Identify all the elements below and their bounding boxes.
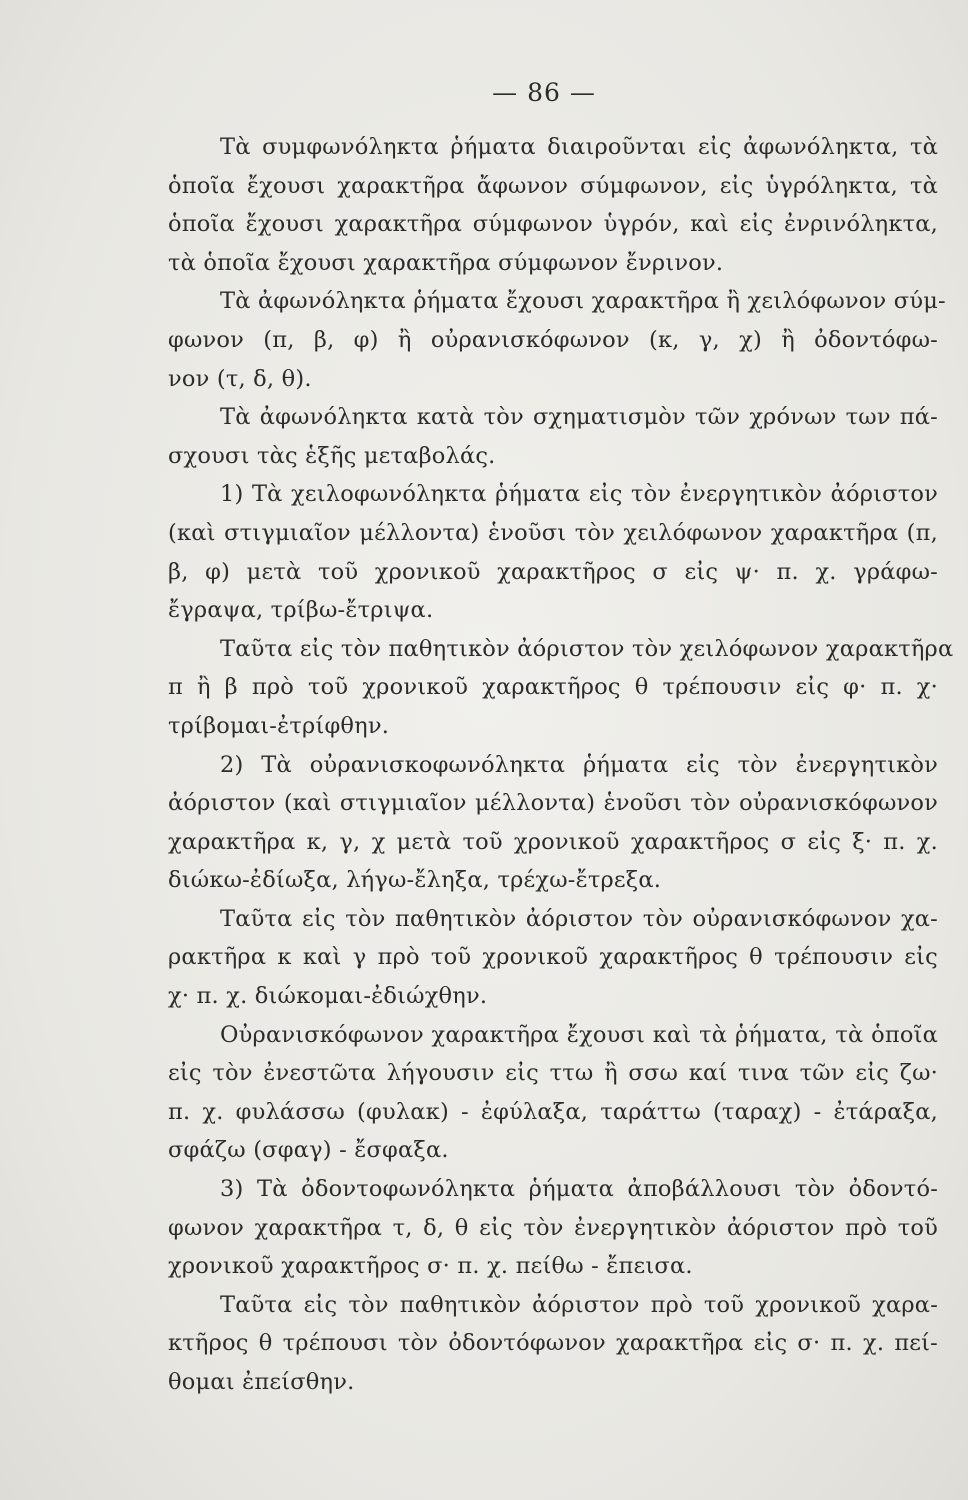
text-line: τὰ ὁποῖα ἔχουσι χαρακτῆρα σύμφωνον ἔνρινον. <box>168 249 724 276</box>
text-line: κτῆρος θ τρέπουσι τὸν ὀδοντόφωνον χαρακτῆρα εἰς σ· π. χ. πεί- <box>168 1330 938 1357</box>
text-line: χρονικοῦ χαρακτῆρος σ· π. χ. πείθω - ἔπεισα. <box>168 1253 693 1280</box>
text-line: Οὐρανισκόφωνον χαρακτῆρα ἔχουσι καὶ τὰ ῥήματα, τὰ ὁποῖα <box>220 1021 938 1048</box>
text-line: σφάζω (σφαγ) - ἔσφαξα. <box>168 1137 449 1164</box>
text-line: 2) Τὰ οὐρανισκοφωνόληκτα ῥήματα εἰς τὸν ἐνεργητικὸν <box>220 751 938 778</box>
text-line: χ· π. χ. διώκομαι-ἐδιώχθην. <box>168 983 488 1010</box>
text-line: ἔγραψα, τρίβω-ἔτριψα. <box>168 597 434 624</box>
text-line: (καὶ στιγμιαῖον μέλλοντα) ἑνοῦσι τὸν χειλόφωνον χαρακτῆρα (π, <box>168 519 938 546</box>
text-line: σχουσι τὰς ἑξῆς μεταβολάς. <box>168 442 496 469</box>
text-line: νον (τ, δ, θ). <box>168 365 312 392</box>
text-line: χαρακτῆρα κ, γ, χ μετὰ τοῦ χρονικοῦ χαρακτῆρος σ εἰς ξ· π. χ. <box>168 828 938 855</box>
text-line: ρακτῆρα κ καὶ γ πρὸ τοῦ χρονικοῦ χαρακτῆρος θ τρέπουσιν εἰς <box>168 944 938 971</box>
page-number: — 86 — <box>492 78 596 107</box>
text-line: Ταῦτα εἰς τὸν παθητικὸν ἀόριστον πρὸ τοῦ χρονικοῦ χαρα- <box>220 1291 938 1318</box>
text-line: φωνον χαρακτῆρα τ, δ, θ εἰς τὸν ἐνεργητικὸν ἀόριστον πρὸ τοῦ <box>168 1214 938 1241</box>
text-line: εἰς τὸν ἐνεστῶτα λήγουσιν εἰς ττω ἢ σσω καί τινα τῶν εἰς ζω· <box>168 1060 938 1087</box>
body-text <box>168 128 954 1402</box>
text-line: ὁποῖα ἔχουσι χαρακτῆρα ἄφωνον σύμφωνον, εἰς ὑγρόληκτα, τὰ <box>168 172 938 199</box>
text-line: ὁποῖα ἔχουσι χαρακτῆρα σύμφωνον ὑγρόν, καὶ εἰς ἐνρινόληκτα, <box>168 211 938 238</box>
text-line: Τὰ ἀφωνόληκτα κατὰ τὸν σχηματισμὸν τῶν χρόνων των πά- <box>220 404 938 431</box>
text-line: Ταῦτα εἰς τὸν παθητικὸν ἀόριστον τὸν οὐρανισκόφωνον χα- <box>220 905 938 932</box>
text-line: π ἢ β πρὸ τοῦ χρονικοῦ χαρακτῆρος θ τρέπουσιν εἰς φ· π. χ· <box>168 674 938 701</box>
text-line: θομαι ἐπείσθην. <box>168 1369 355 1395</box>
text-line: φωνον (π, β, φ) ἢ οὐρανισκόφωνον (κ, γ, χ) ἢ ὀδοντόφω- <box>168 326 938 353</box>
text-line: ἀόριστον (καὶ στιγμιαῖον μέλλοντα) ἑνοῦσι τὸν οὐρανισκόφωνον <box>168 790 938 817</box>
text-line: Τὰ συμφωνόληκτα ῥήματα διαιροῦνται εἰς ἀφωνόληκτα, τὰ <box>220 134 938 160</box>
text-line: Ταῦτα εἰς τὸν παθητικὸν ἀόριστον τὸν χειλόφωνον χαρακτῆρα <box>220 635 954 662</box>
text-line: 3) Τὰ ὀδοντοφωνόληκτα ῥήματα ἀποβάλλουσι τὸν ὀδοντό- <box>220 1176 938 1203</box>
text-line: 1) Τὰ χειλοφωνόληκτα ῥήματα εἰς τὸν ἐνεργητικὸν ἀόριστον <box>220 481 938 508</box>
text-line: π. χ. φυλάσσω (φυλακ) - ἐφύλαξα, ταράττω (ταραχ) - ἐτάραξα, <box>168 1098 938 1125</box>
text-line: Τὰ ἀφωνόληκτα ῥήματα ἔχουσι χαρακτῆρα ἢ χειλόφωνον σύμ- <box>220 288 946 315</box>
text-line: β, φ) μετὰ τοῦ χρονικοῦ χαρακτῆρος σ εἰς ψ· π. χ. γράφω- <box>168 558 938 585</box>
text-line: διώκω-ἐδίωξα, λήγω-ἔληξα, τρέχω-ἔτρεξα. <box>168 867 662 894</box>
text-line: τρίβομαι-ἐτρίφθην. <box>168 712 390 739</box>
